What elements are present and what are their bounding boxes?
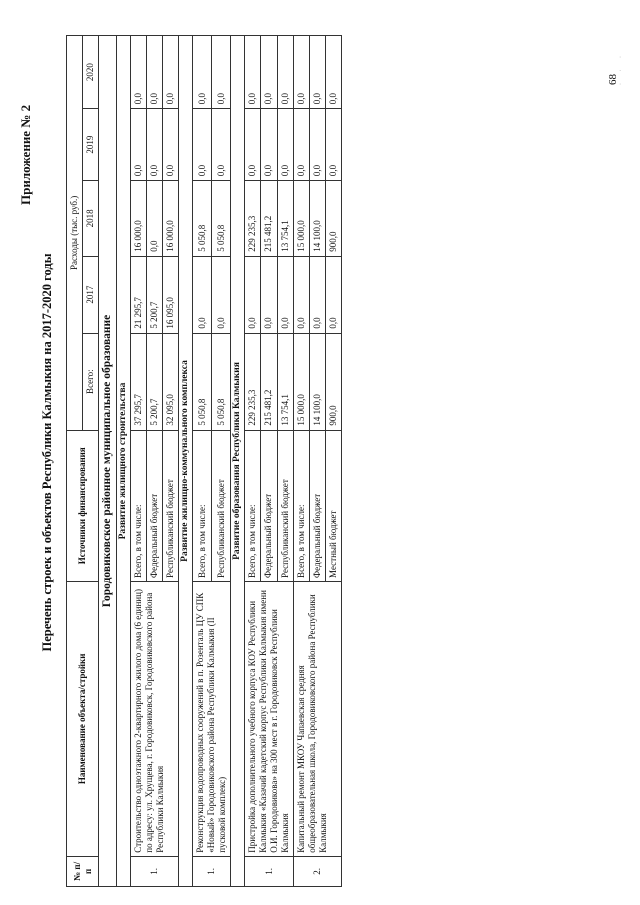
funding-source: Республиканский бюджет	[212, 430, 231, 581]
amount-y2020: 0,0	[294, 36, 310, 109]
amount-y2018: 15 000,0	[294, 181, 310, 257]
table-row	[131, 36, 147, 887]
amount-total: 5 050,8	[193, 333, 212, 430]
amount-total: 229 235,3	[245, 333, 261, 430]
amount-y2020: 0,0	[212, 36, 231, 109]
funding-source: Федеральный бюджет	[261, 430, 277, 581]
amount-y2020: 0,0	[277, 36, 293, 109]
section-row	[179, 36, 193, 887]
header-year-2019: 2019	[83, 109, 99, 181]
amount-y2020: 0,0	[193, 36, 212, 109]
object-name: Реконструкция водопроводных сооружений в п. Розенталь ЦУ СПК «Новый» Городовиковского района Республики Калмыкия (II пусковой комплекс)	[193, 581, 231, 856]
object-name: Строительство одноэтажного 2-квартирного жилого дома (6 единиц) по адресу: ул. Хрущева, г. Городовиковск, Городовиковского района Республики Калмыкия	[131, 581, 179, 856]
funding-source: Федеральный бюджет	[147, 430, 163, 581]
municipality-name: Городовиковское районное муниципальное образование	[99, 36, 117, 887]
funding-source: Всего, в том числе:	[245, 430, 261, 581]
amount-y2017: 0,0	[326, 256, 342, 333]
amount-y2017: 0,0	[245, 256, 261, 333]
document-title: Перечень строек и объектов Республики Калмыкия на 2017-2020 годы	[40, 253, 54, 652]
amount-y2018: 14 100,0	[310, 181, 326, 257]
amount-y2017: 0,0	[277, 256, 293, 333]
header-row	[67, 36, 83, 887]
amount-y2018: 900,0	[326, 181, 342, 257]
amount-y2018: 13 754,1	[277, 181, 293, 257]
amount-y2019: 0,0	[261, 109, 277, 181]
amount-y2019: 0,0	[245, 109, 261, 181]
scan-artifact: · · ·	[618, 51, 624, 85]
amount-y2020: 0,0	[163, 36, 179, 109]
amount-total: 37 295,7	[131, 333, 147, 430]
amount-y2019: 0,0	[326, 109, 342, 181]
amount-y2020: 0,0	[310, 36, 326, 109]
header-number: № п/п	[67, 856, 99, 886]
funding-source: Местный бюджет	[326, 430, 342, 581]
amount-y2019: 0,0	[310, 109, 326, 181]
amount-y2019: 0,0	[294, 109, 310, 181]
funding-source: Всего, в том числе:	[131, 430, 147, 581]
amount-y2018: 5 050,8	[212, 181, 231, 257]
amount-y2019: 0,0	[193, 109, 212, 181]
funding-source: Федеральный бюджет	[310, 430, 326, 581]
object-number: 1.	[131, 856, 179, 886]
funding-source: Всего, в том числе:	[193, 430, 212, 581]
amount-total: 32 095,0	[163, 333, 179, 430]
amount-total: 5 200,7	[147, 333, 163, 430]
header-year-2018: 2018	[83, 181, 99, 257]
header-year-2017: 2017	[83, 256, 99, 333]
funding-source: Республиканский бюджет	[163, 430, 179, 581]
amount-y2019: 0,0	[212, 109, 231, 181]
object-name: Капитальный ремонт МКОУ Чапаевская средняя общеобразовательная школа, Городовиковского района Республики Калмыкия	[294, 581, 342, 856]
amount-y2020: 0,0	[131, 36, 147, 109]
section-title: Развитие жилищно-коммунального комплекса	[179, 36, 193, 887]
amount-y2019: 0,0	[163, 109, 179, 181]
objects-table	[66, 35, 342, 887]
page-number: 68	[607, 74, 619, 85]
amount-y2017: 0,0	[193, 256, 212, 333]
amount-total: 13 754,1	[277, 333, 293, 430]
amount-y2020: 0,0	[245, 36, 261, 109]
funding-source: Республиканский бюджет	[277, 430, 293, 581]
municipality-row	[99, 36, 117, 887]
amount-y2019: 0,0	[277, 109, 293, 181]
amount-y2018: 16 000,0	[131, 181, 147, 257]
amount-y2018: 5 050,8	[193, 181, 212, 257]
amount-y2020: 0,0	[261, 36, 277, 109]
amount-y2017: 16 095,0	[163, 256, 179, 333]
section-title: Развитие жилищного строительства	[117, 36, 131, 887]
amount-total: 14 100,0	[310, 333, 326, 430]
section-row	[117, 36, 131, 887]
object-number: 1.	[245, 856, 294, 886]
section-row	[231, 36, 245, 887]
table-row	[245, 36, 261, 887]
amount-y2017: 5 200,7	[147, 256, 163, 333]
amount-y2020: 0,0	[147, 36, 163, 109]
header-object-name: Наименование объекта/стройки	[67, 581, 99, 856]
amount-y2018: 229 235,3	[245, 181, 261, 257]
amount-y2020: 0,0	[326, 36, 342, 109]
amount-y2017: 0,0	[261, 256, 277, 333]
amount-total: 215 481,2	[261, 333, 277, 430]
amount-y2019: 0,0	[131, 109, 147, 181]
amount-y2017: 0,0	[310, 256, 326, 333]
table-row	[294, 36, 310, 887]
amount-total: 15 000,0	[294, 333, 310, 430]
header-total: Всего:	[83, 333, 99, 430]
appendix-label: Приложение № 2	[18, 104, 33, 205]
object-number: 1.	[193, 856, 231, 886]
amount-y2017: 21 295,7	[131, 256, 147, 333]
header-year-2020: 2020	[83, 36, 99, 109]
amount-y2017: 0,0	[294, 256, 310, 333]
header-source: Источники финансирования	[67, 430, 99, 581]
amount-total: 5 050,8	[212, 333, 231, 430]
amount-total: 900,0	[326, 333, 342, 430]
amount-y2018: 16 000,0	[163, 181, 179, 257]
amount-y2018: 0,0	[147, 181, 163, 257]
object-number: 2.	[294, 856, 342, 886]
header-expenses: Расходы (тыс. руб.)	[67, 36, 83, 431]
amount-y2019: 0,0	[147, 109, 163, 181]
object-name: Пристройка дополнительного учебного корпуса КОУ Республики Калмыкия «Казачий кадетский корпус Республики Калмыкия имени О.И. Городовикова» на 300 мест в г. Городовиковск Республики Калмыкия	[245, 581, 294, 856]
funding-source: Всего, в том числе:	[294, 430, 310, 581]
amount-y2017: 0,0	[212, 256, 231, 333]
table-row	[193, 36, 212, 887]
section-title: Развитие образования Республики Калмыкия	[231, 36, 245, 887]
amount-y2018: 215 481,2	[261, 181, 277, 257]
